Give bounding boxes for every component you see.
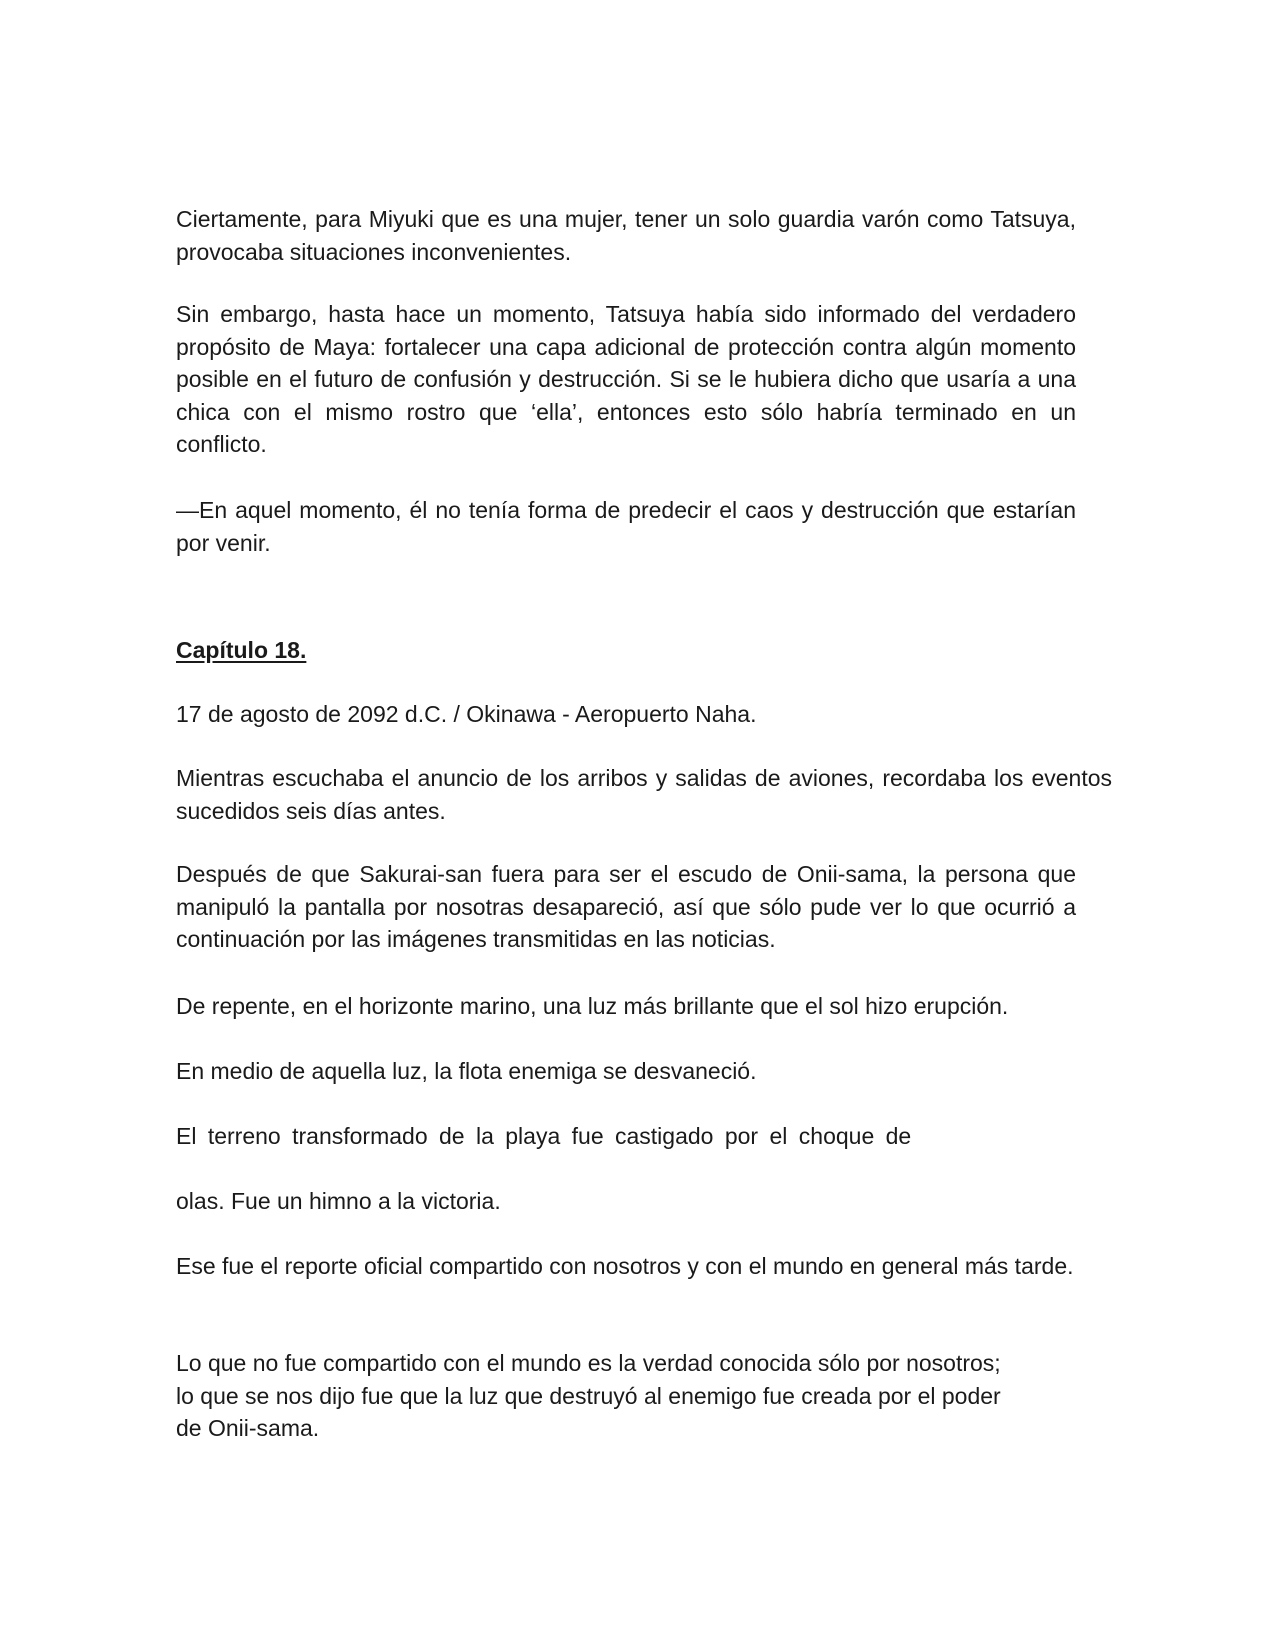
paragraph: En medio de aquella luz, la flota enemiga se desvaneció. xyxy=(176,1058,757,1084)
paragraph: olas. Fue un himno a la victoria. xyxy=(176,1188,501,1214)
chapter-heading: Capítulo 18. xyxy=(176,637,307,663)
paragraph-line: de Onii-sama. xyxy=(176,1415,320,1441)
paragraph: El terreno transformado de la playa fue castigado por el choque de xyxy=(176,1123,912,1149)
paragraph-line: lo que se nos dijo fue que la luz que destruyó al enemigo fue creada por el poder xyxy=(176,1382,1001,1409)
paragraph: Sin embargo, hasta hace un momento, Tatsuya había sido informado del verdadero propósito de Maya: fortalecer una capa adicional de protección contra algún momento posible en el futuro de confusión y destrucción. Si se le hubiera dicho que usaría a una chica con el mismo rostro que ‘ella’, entonces esto sólo habría terminado en un conflicto. xyxy=(176,301,1076,457)
paragraph-line: Lo que no fue compartido con el mundo es la verdad conocida sólo por nosotros; xyxy=(176,1350,1001,1376)
paragraph: De repente, en el horizonte marino, una luz más brillante que el sol hizo erupción. xyxy=(176,993,1009,1019)
paragraph: Ciertamente, para Miyuki que es una mujer, tener un solo guardia varón como Tatsuya, provocaba situaciones inconvenientes. xyxy=(176,206,1076,265)
dateline: 17 de agosto de 2092 d.C. / Okinawa - Aeropuerto Naha. xyxy=(176,701,757,727)
paragraph: Después de que Sakurai-san fuera para ser el escudo de Onii-sama, la persona que manipuló la pantalla por nosotras desapareció, así que sólo pude ver lo que ocurrió a continuación por las imágenes transmitidas en las noticias. xyxy=(176,861,1076,952)
paragraph: —En aquel momento, él no tenía forma de predecir el caos y destrucción que estarían por venir. xyxy=(176,497,1076,556)
paragraph: Mientras escuchaba el anuncio de los arribos y salidas de aviones, recordaba los eventos sucedidos seis días antes. xyxy=(176,765,1112,824)
paragraph xyxy=(176,1347,1001,1445)
paragraph: Ese fue el reporte oficial compartido con nosotros y con el mundo en general más tarde. xyxy=(176,1253,1074,1279)
